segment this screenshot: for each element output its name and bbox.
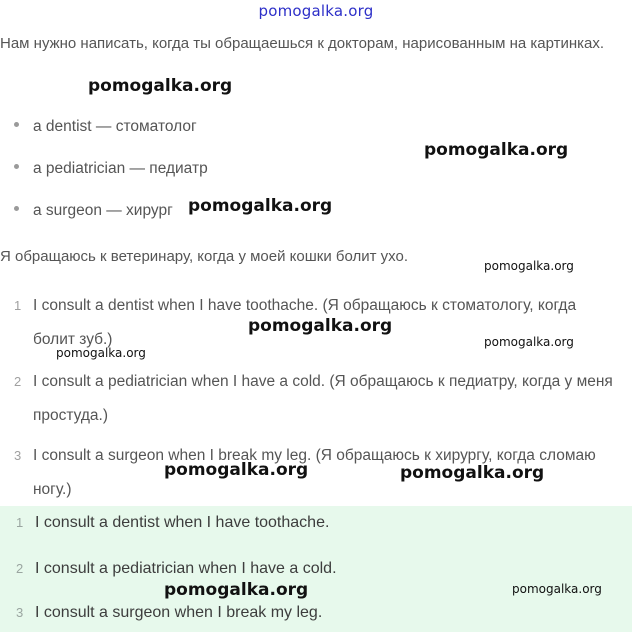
answer-number: 3 [14, 448, 22, 463]
answer-number: 2 [14, 374, 22, 389]
final-answer [16, 604, 322, 622]
watermark-overlay: pomogalka.org [56, 346, 146, 360]
final-number: 2 [16, 561, 24, 576]
answer-item [16, 365, 622, 433]
watermark-overlay: pomogalka.org [484, 259, 574, 273]
final-answer [16, 560, 337, 578]
intro-text: Нам нужно написать, когда ты обращаешься к докторам, нарисованным на картинках. [0, 35, 605, 52]
final-number: 1 [16, 515, 24, 530]
list-item-text: a surgeon — хирург [33, 202, 173, 219]
watermark-overlay: pomogalka.org [424, 140, 569, 160]
watermark-overlay: pomogalka.org [164, 580, 309, 600]
final-answer [16, 514, 329, 532]
watermark-overlay: pomogalka.org [88, 76, 233, 96]
answer-number: 1 [14, 298, 22, 313]
final-answers-panel [0, 506, 632, 632]
answer-text: I consult a dentist when I have toothache. (Я обращаюсь к стоматологу, когда болит зуб.) [33, 297, 577, 348]
watermark-overlay: pomogalka.org [248, 316, 393, 336]
watermark-overlay: pomogalka.org [512, 582, 602, 596]
bullet-icon [14, 206, 19, 211]
list-item [14, 160, 208, 178]
watermark-overlay: pomogalka.org [164, 460, 309, 480]
answer-text: I consult a surgeon when I break my leg. (Я обращаюсь к хирургу, когда сломаю ногу.) [33, 447, 596, 498]
list-item-text: a dentist — стоматолог [33, 118, 197, 135]
watermark-overlay: pomogalka.org [400, 463, 545, 483]
bullet-icon [14, 122, 19, 127]
final-text: I consult a pediatrician when I have a cold. [35, 560, 337, 577]
header-watermark: pomogalka.org [258, 2, 374, 20]
answer-text: I consult a pediatrician when I have a cold. (Я обращаюсь к педиатру, когда у меня простуда.) [33, 373, 613, 424]
example-sentence: Я обращаюсь к ветеринару, когда у моей кошки болит ухо. [0, 248, 408, 265]
bullet-icon [14, 164, 19, 169]
final-text: I consult a dentist when I have toothache. [35, 514, 330, 531]
final-text: I consult a surgeon when I break my leg. [35, 604, 323, 621]
list-item [14, 202, 173, 220]
list-item-text: a pediatrician — педиатр [33, 160, 208, 177]
watermark-overlay: pomogalka.org [188, 196, 333, 216]
final-number: 3 [16, 605, 24, 620]
watermark-overlay: pomogalka.org [484, 335, 574, 349]
list-item [14, 118, 197, 136]
